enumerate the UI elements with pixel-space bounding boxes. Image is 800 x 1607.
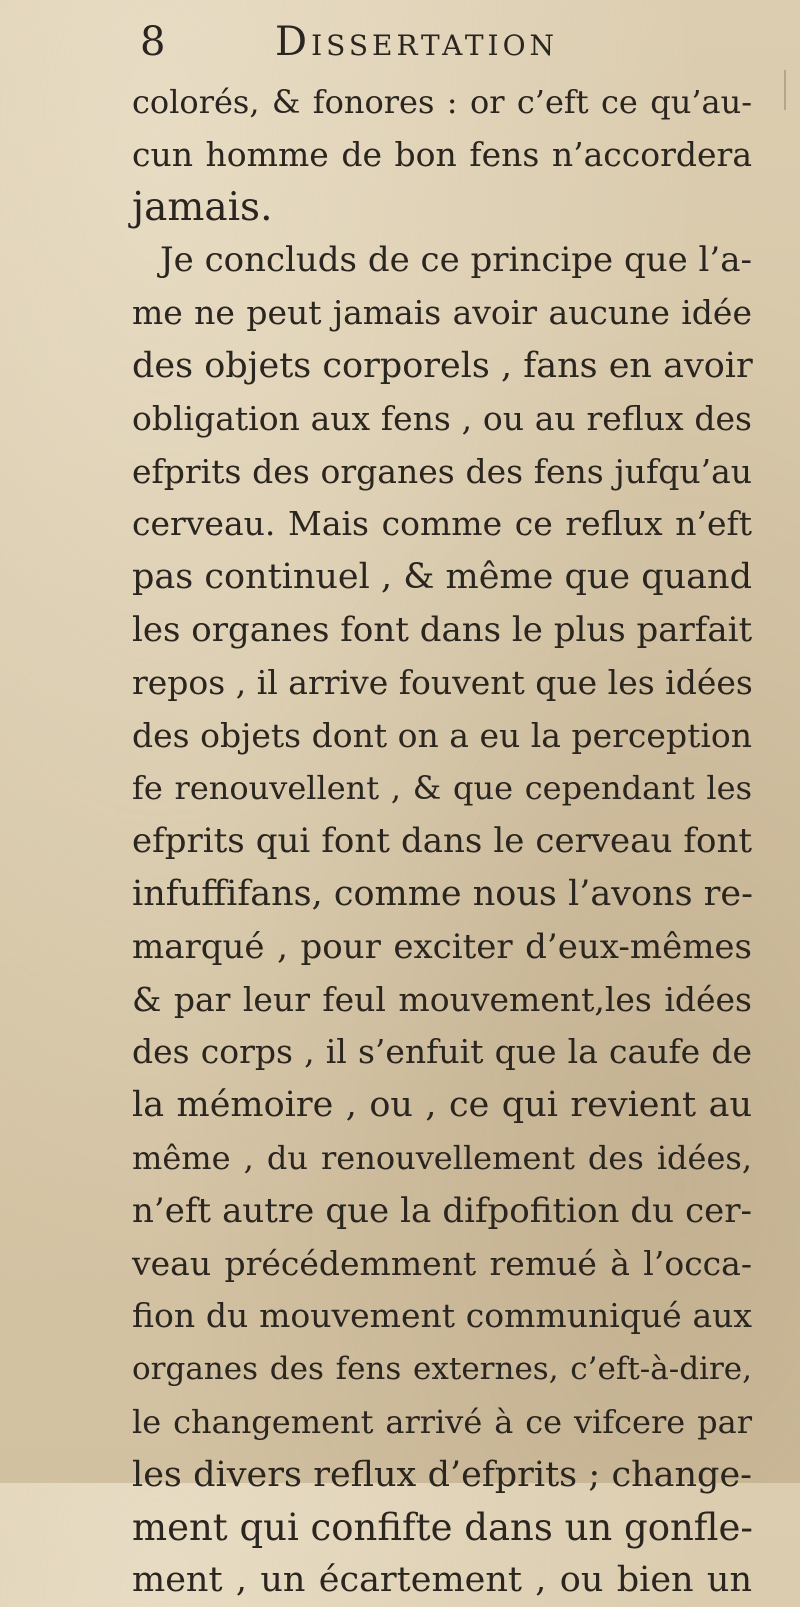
text-line: pas continuel , & même que quand	[132, 557, 752, 598]
text-line: & par leur feul mouvement,les idées	[132, 979, 752, 1019]
text-line: les divers reflux d’efprits ; change-	[132, 1454, 752, 1495]
text-line: des objets corporels , fans en avoir	[132, 345, 753, 386]
text-line: ment qui confifte dans un gonfle-	[132, 1505, 753, 1549]
text-line: les organes font dans le plus parfait	[132, 609, 753, 650]
text-line: la mémoire , ou , ce qui revient au	[132, 1085, 752, 1126]
text-line: me ne peut jamais avoir aucune idée	[132, 293, 752, 333]
text-line: cun homme de bon fens n’accordera	[132, 134, 752, 174]
page-number: 8	[140, 19, 166, 65]
text-line: fion du mouvement communiqué aux	[132, 1296, 752, 1336]
text-line: n’eft autre que la difpofition du cer-	[132, 1190, 752, 1231]
text-line: veau précédemment remué à l’occa-	[132, 1243, 752, 1283]
text-line: efprits des organes des fens jufqu’au	[132, 451, 752, 491]
text-line: cerveau. Mais comme ce reflux n’eft	[132, 504, 752, 544]
text-line: jamais.	[132, 184, 273, 230]
page-edge-mark	[784, 70, 786, 110]
text-line: repos , il arrive fouvent que les idées	[132, 662, 753, 702]
text-line: obligation aux fens , ou au reflux des	[132, 398, 752, 438]
text-line: colorés, & fonores : or c’eft ce qu’au-	[132, 83, 752, 121]
body-text	[132, 76, 752, 1607]
running-title: Dissertation	[275, 19, 559, 65]
text-line: le changement arrivé à ce vifcere par	[132, 1402, 752, 1441]
text-line: des corps , il s’enfuit que la caufe de	[132, 1032, 752, 1072]
text-line: marqué , pour exciter d’eux-mêmes	[132, 926, 752, 967]
text-line: infuffifans, comme nous l’avons re-	[132, 873, 753, 914]
running-head	[140, 12, 740, 72]
text-line: des objets dont on a eu la perception	[132, 715, 752, 755]
text-line: organes des fens externes, c’eft-à-dire,	[132, 1351, 752, 1388]
text-line: efprits qui font dans le cerveau font	[132, 821, 752, 862]
text-line: Je concluds de ce principe que l’a-	[160, 240, 752, 281]
text-line: ment , un écartement , ou bien un	[132, 1560, 752, 1601]
text-line: même , du renouvellement des idées,	[132, 1138, 752, 1177]
text-line: fe renouvellent , & que cependant les	[132, 769, 752, 808]
